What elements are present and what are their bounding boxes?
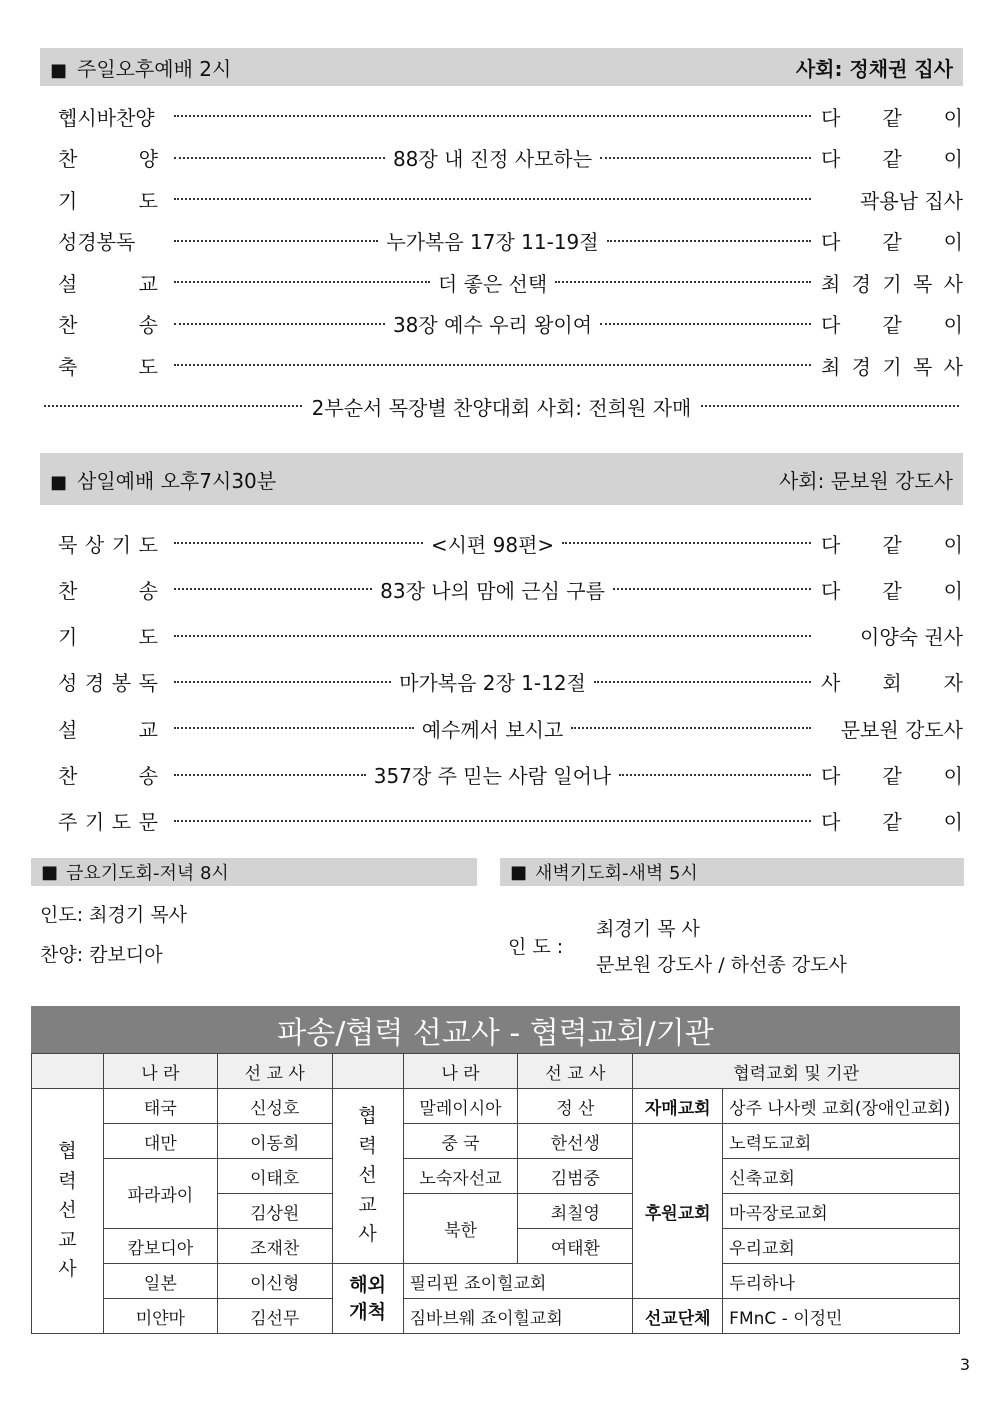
wednesday-row <box>58 618 963 654</box>
friday-praise: 찬양: 캄보디아 <box>40 944 163 966</box>
person-char: 다 <box>821 578 841 603</box>
left-country: 파라과이 <box>103 1159 217 1229</box>
label-char: 주 <box>58 810 78 835</box>
person-char: 기 <box>882 354 902 379</box>
person-char: 사 <box>943 271 963 296</box>
dawn-title: 새벽기도회-새벽 5시 <box>535 863 698 884</box>
wednesday-row-person <box>821 760 963 789</box>
person-char: 같 <box>882 578 902 603</box>
wednesday-row <box>58 710 963 746</box>
mid-missionary: 최칠영 <box>518 1194 633 1229</box>
sunday-row-person <box>821 102 963 131</box>
person-char: 경 <box>851 271 871 296</box>
leader-dots <box>613 588 811 590</box>
partner-missionary-vertical-2 <box>332 1089 403 1264</box>
leader-line <box>174 143 811 172</box>
missions-title: 파송/협력 선교사 - 협력교회/기관 <box>31 1006 960 1053</box>
wednesday-row-content: <시편 98편> <box>430 532 555 557</box>
person-char: 최 <box>821 354 841 379</box>
left-missionary: 조재찬 <box>217 1229 332 1264</box>
leader-line <box>174 760 811 789</box>
leader-line <box>174 635 811 637</box>
friday-title: 금요기도회-저녁 8시 <box>66 863 229 884</box>
label-char: 설 <box>58 271 78 296</box>
mid-missionary: 한선생 <box>518 1124 633 1159</box>
person-char: 같 <box>882 532 902 557</box>
wednesday-row-content: 마가복음 2장 1-12절 <box>399 671 586 696</box>
wednesday-title: 삼일예배 오후7시30분 <box>77 468 277 493</box>
left-country: 일본 <box>103 1264 217 1299</box>
person-char: 다 <box>821 810 841 835</box>
wednesday-row-content: 예수께서 보시고 <box>421 717 564 742</box>
leader-dots <box>174 635 811 637</box>
org-value: FMnC - 이정민 <box>723 1299 960 1334</box>
leader-line <box>174 268 811 297</box>
left-missionary: 이태호 <box>217 1159 332 1194</box>
sunday-row-person <box>821 309 963 338</box>
leader-dots <box>174 681 391 683</box>
sunday-row-label <box>58 351 158 380</box>
wednesday-row-content: 83장 나의 맘에 근심 구름 <box>380 578 605 603</box>
sunday-row-person <box>821 351 963 380</box>
label-char: 상 <box>84 532 105 557</box>
dawn-line1: 최경기 목 사 <box>596 918 700 940</box>
label-char: 교 <box>138 717 158 742</box>
support-church: 신축교회 <box>723 1159 960 1194</box>
wednesday-row <box>58 571 963 607</box>
left-missionary: 신성호 <box>217 1089 332 1124</box>
person-char: 이 <box>943 810 963 835</box>
label-char: 송 <box>138 313 158 337</box>
label-char: 경 <box>84 671 105 696</box>
person-char: 문보원 강도사 <box>840 717 963 742</box>
wednesday-row-person <box>821 621 963 650</box>
dawn-line2: 문보원 강도사 / 하선종 강도사 <box>596 954 847 976</box>
dawn-label: 인 도 : <box>508 936 564 958</box>
sunday-row <box>58 140 963 176</box>
leader-dots <box>562 542 811 544</box>
sunday-row-content: 88장 내 진정 사모하는 <box>392 147 593 171</box>
person-char: 다 <box>821 532 841 557</box>
sunday-row-person <box>821 226 963 255</box>
person-char: 이 <box>943 105 963 130</box>
leader-dots <box>555 281 811 283</box>
person-char: 같 <box>882 313 902 337</box>
label-char: 양 <box>138 147 158 171</box>
label-char: 성경봉독 <box>58 230 136 254</box>
wednesday-row-person <box>821 806 963 835</box>
header-country: 나 라 <box>103 1054 217 1089</box>
wednesday-row-content: 357장 주 믿는 사람 일어나 <box>373 764 612 788</box>
label-char: 기 <box>111 532 132 557</box>
person-char: 다 <box>821 105 841 130</box>
person-char: 이 <box>943 147 963 171</box>
leader-dots <box>174 727 414 729</box>
label-char: 봉 <box>111 671 132 696</box>
support-church: 우리교회 <box>723 1229 960 1264</box>
sunday-row <box>58 181 963 217</box>
person-char: 목 <box>912 271 933 296</box>
sunday-header-bar <box>40 48 963 86</box>
sunday-row-label <box>58 309 158 338</box>
person-char: 이양숙 권사 <box>860 625 963 650</box>
square-bullet-icon: ■ <box>41 861 59 883</box>
wednesday-row <box>58 664 963 700</box>
wednesday-row-label <box>58 667 158 696</box>
mid-country: 중 국 <box>403 1124 518 1159</box>
vertical-text: 협 력 선 교 사 <box>358 1105 377 1246</box>
sunday-row-label <box>58 268 158 297</box>
label-char: 도 <box>138 354 158 379</box>
support-church: 마곡장로교회 <box>723 1194 960 1229</box>
left-missionary: 이신형 <box>217 1264 332 1299</box>
mid-missionary: 여태환 <box>518 1229 633 1264</box>
leader-line <box>174 364 811 366</box>
header-missionary: 선 교 사 <box>217 1054 332 1089</box>
sunday-row-content: 누가복음 17장 11-19절 <box>386 230 599 254</box>
person-char: 같 <box>882 764 902 788</box>
mid-country: 노숙자선교 <box>403 1159 518 1194</box>
part2-text: 2부순서 목장별 찬양대회 사회: 전희원 자매 <box>311 395 692 420</box>
label-char: 도 <box>138 188 158 213</box>
support-church: 두리하나 <box>723 1264 960 1299</box>
person-char: 이 <box>943 313 963 337</box>
vertical-text: 해외 개척 <box>349 1273 386 1323</box>
leader-line <box>174 198 811 200</box>
wednesday-row <box>58 803 963 839</box>
sunday-row-person <box>821 268 963 297</box>
support-church: 노력도교회 <box>723 1124 960 1159</box>
person-char: 사 <box>821 671 841 696</box>
square-bullet-icon: ■ <box>50 59 68 81</box>
person-char: 경 <box>851 354 871 379</box>
header-missionary: 선 교 사 <box>518 1054 633 1089</box>
person-char: 자 <box>943 671 963 696</box>
friday-header-bar <box>31 858 477 886</box>
sunday-host: 사회: 정채권 집사 <box>795 56 953 81</box>
leader-dots <box>174 198 811 200</box>
label-char: 찬 <box>58 313 78 337</box>
leader-line <box>174 115 811 117</box>
person-char: 이 <box>943 532 963 557</box>
sunday-row <box>58 223 963 259</box>
label-char: 기 <box>58 625 78 650</box>
leader-dots <box>174 774 366 776</box>
label-char: 도 <box>111 810 132 835</box>
wednesday-row <box>58 525 963 561</box>
wednesday-header-bar <box>40 453 963 505</box>
label-char: 교 <box>138 271 158 296</box>
part2-line <box>44 389 959 423</box>
label-char: 도 <box>138 532 158 557</box>
left-missionary: 이동희 <box>217 1124 332 1159</box>
leader-line <box>174 714 811 743</box>
mid-missionary: 김범중 <box>518 1159 633 1194</box>
leader-dots <box>44 405 302 407</box>
sunday-row <box>58 98 963 134</box>
overseas-label <box>332 1264 403 1334</box>
sunday-row <box>58 264 963 300</box>
square-bullet-icon: ■ <box>50 471 68 493</box>
partner-missionary-vertical <box>32 1089 104 1334</box>
sister-church: 상주 나사렛 교회(장애인교회) <box>723 1089 960 1124</box>
wednesday-row-label <box>58 621 158 650</box>
leader-dots <box>619 774 811 776</box>
person-char: 다 <box>821 230 841 254</box>
person-char: 기 <box>882 271 902 296</box>
leader-dots <box>174 820 811 822</box>
label-char: 묵 <box>58 532 78 557</box>
label-char: 찬 <box>58 578 78 603</box>
leader-dots <box>607 240 811 242</box>
sunday-row-label <box>58 226 158 255</box>
leader-line <box>174 820 811 822</box>
leader-dots <box>174 281 430 283</box>
left-country: 대만 <box>103 1124 217 1159</box>
left-missionary: 김선무 <box>217 1299 332 1334</box>
person-char: 다 <box>821 764 841 788</box>
sister-label: 자매교회 <box>633 1089 723 1124</box>
sunday-row <box>58 347 963 383</box>
person-char: 최 <box>821 271 841 296</box>
wednesday-row-person <box>821 667 963 696</box>
label-char: 설 <box>58 717 78 742</box>
leader-line <box>174 309 811 338</box>
wednesday-row-person <box>821 529 963 558</box>
wednesday-row-person <box>821 575 963 604</box>
overseas-church: 짐바브웨 죠이힐교회 <box>403 1299 633 1334</box>
left-country: 태국 <box>103 1089 217 1124</box>
left-country: 캄보디아 <box>103 1229 217 1264</box>
label-char: 축 <box>58 354 78 379</box>
person-char: 같 <box>882 105 902 130</box>
sunday-row-content: 더 좋은 선택 <box>437 271 548 296</box>
leader-dots <box>174 364 811 366</box>
person-char: 곽용남 집사 <box>860 188 963 213</box>
person-char: 같 <box>882 810 902 835</box>
person-char: 이 <box>943 230 963 254</box>
leader-dots <box>600 323 811 325</box>
header-church: 협력교회 및 기관 <box>633 1054 960 1089</box>
org-label: 선교단체 <box>633 1299 723 1334</box>
wednesday-row <box>58 757 963 793</box>
person-char: 같 <box>882 147 902 171</box>
leader-dots <box>174 588 372 590</box>
leader-dots <box>174 323 385 325</box>
dawn-header-bar <box>500 858 964 886</box>
left-missionary: 김상원 <box>217 1194 332 1229</box>
leader-dots <box>594 681 811 683</box>
person-char: 목 <box>912 354 933 379</box>
leader-line <box>174 667 811 696</box>
label-char: 송 <box>138 764 158 788</box>
wednesday-host: 사회: 문보원 강도사 <box>778 468 953 493</box>
leader-line <box>174 226 811 255</box>
leader-dots <box>571 727 811 729</box>
label-char: 독 <box>138 671 158 696</box>
mid-country: 북한 <box>403 1194 518 1264</box>
leader-dots <box>174 115 811 117</box>
header-empty <box>32 1054 104 1089</box>
label-char: 기 <box>58 188 78 213</box>
missions-table <box>31 1053 960 1334</box>
sunday-row-label <box>58 143 158 172</box>
leader-dots <box>174 240 378 242</box>
friday-leader: 인도: 최경기 목사 <box>40 904 187 926</box>
sunday-row <box>58 306 963 342</box>
mid-country: 말레이시아 <box>403 1089 518 1124</box>
label-char: 기 <box>84 810 105 835</box>
mid-missionary: 정 산 <box>518 1089 633 1124</box>
leader-line <box>174 575 811 604</box>
overseas-church: 필리핀 죠이힐교회 <box>403 1264 633 1299</box>
label-char: 송 <box>138 578 158 603</box>
person-char: 같 <box>882 230 902 254</box>
person-char: 사 <box>943 354 963 379</box>
wednesday-row-label <box>58 529 158 558</box>
sunday-row-label <box>58 102 158 131</box>
person-char: 다 <box>821 147 841 171</box>
wednesday-row-label <box>58 575 158 604</box>
sunday-row-person <box>821 185 963 214</box>
square-bullet-icon: ■ <box>510 861 528 883</box>
support-label: 후원교회 <box>633 1124 723 1299</box>
label-char: 도 <box>138 625 158 650</box>
label-char: 찬 <box>58 147 78 171</box>
person-char: 회 <box>882 671 902 696</box>
label-char: 헵시바찬양 <box>58 105 155 130</box>
leader-dots <box>600 157 811 159</box>
label-char: 찬 <box>58 764 78 788</box>
person-char: 다 <box>821 313 841 337</box>
left-country: 미얀마 <box>103 1299 217 1334</box>
leader-dots <box>174 157 385 159</box>
label-char: 성 <box>58 671 78 696</box>
sunday-row-person <box>821 143 963 172</box>
sunday-row-label <box>58 185 158 214</box>
header-empty <box>332 1054 403 1089</box>
vertical-text: 협 력 선 교 사 <box>58 1140 77 1281</box>
person-char: 이 <box>943 764 963 788</box>
wednesday-row-label <box>58 806 158 835</box>
leader-dots <box>701 405 959 407</box>
wednesday-row-label <box>58 760 158 789</box>
sunday-title: 주일오후예배 2시 <box>77 56 232 81</box>
label-char: 문 <box>138 810 158 835</box>
header-country: 나 라 <box>403 1054 518 1089</box>
wednesday-row-label <box>58 714 158 743</box>
leader-dots <box>174 542 423 544</box>
leader-line <box>174 529 811 558</box>
page-number: 3 <box>959 1355 970 1374</box>
sunday-row-content: 38장 예수 우리 왕이여 <box>392 313 593 337</box>
wednesday-row-person <box>821 714 963 743</box>
person-char: 이 <box>943 578 963 603</box>
